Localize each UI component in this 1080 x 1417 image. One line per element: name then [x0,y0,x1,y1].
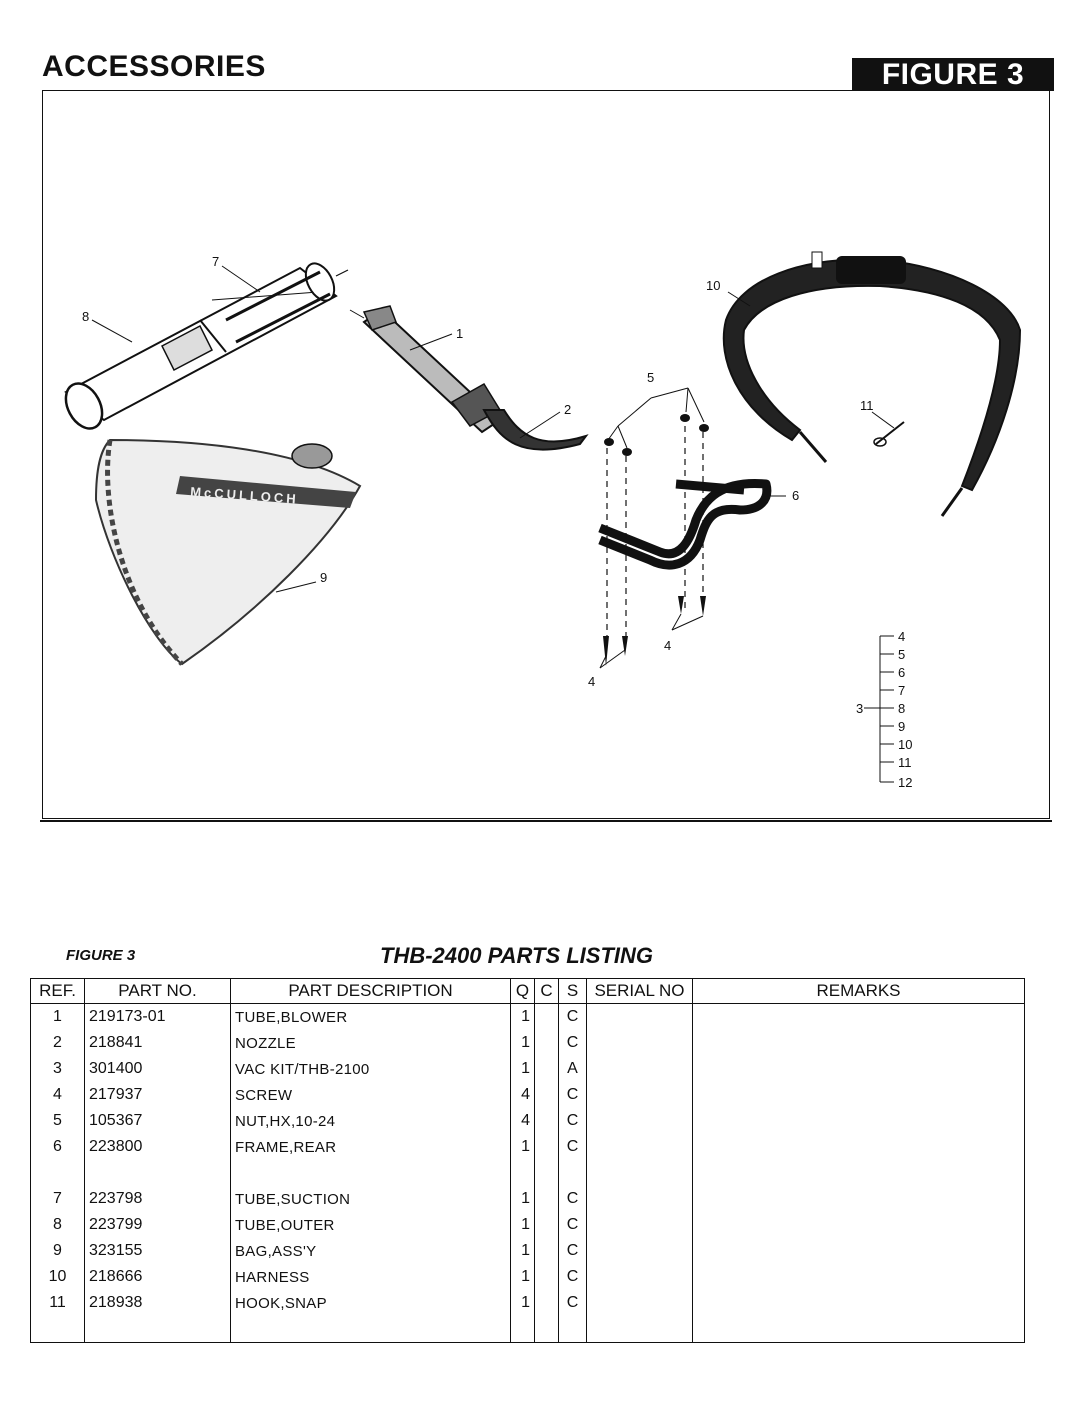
cell-description: TUBE,BLOWER [231,1004,511,1031]
callout-1: 1 [456,326,464,341]
vacuum-bag-drawing [96,440,360,664]
cell-part-no: 323155 [85,1238,231,1264]
table-row [31,1186,1025,1212]
table-row [31,1264,1025,1290]
cell-part-no: 223798 [85,1186,231,1212]
cell-q [511,1160,535,1186]
table-row [31,1290,1025,1316]
cell-s: C [559,1238,587,1264]
cell-ref: 7 [31,1186,85,1212]
cell-serial [587,1212,693,1238]
cell-q: 1 [511,1238,535,1264]
cell-part-no: 217937 [85,1082,231,1108]
table-row [31,1004,1025,1031]
vac-kit-child: 12 [898,775,913,790]
col-ref: REF. [31,979,85,1004]
callout-10: 10 [706,278,721,293]
cell-c [535,1238,559,1264]
cell-q: 1 [511,1212,535,1238]
cell-part-no [85,1316,231,1343]
cell-q: 4 [511,1082,535,1108]
cell-remarks [693,1186,1025,1212]
cell-serial [587,1056,693,1082]
cell-serial [587,1030,693,1056]
cell-serial [587,1134,693,1160]
callout-7: 7 [212,254,220,269]
col-part-no: PART NO. [85,979,231,1004]
cell-serial [587,1264,693,1290]
table-row [31,1108,1025,1134]
cell-c [535,1056,559,1082]
cell-ref: 4 [31,1082,85,1108]
cell-c [535,1004,559,1031]
cell-q: 1 [511,1134,535,1160]
cell-description: HOOK,SNAP [231,1290,511,1316]
cell-remarks [693,1238,1025,1264]
vac-kit-child: 7 [898,683,906,698]
cell-s: C [559,1212,587,1238]
cell-ref: 10 [31,1264,85,1290]
cell-c [535,1212,559,1238]
cell-s: C [559,1264,587,1290]
cell-q: 1 [511,1056,535,1082]
vac-kit-bracket [856,629,912,790]
cell-description: BAG,ASS'Y [231,1238,511,1264]
cell-part-no: 218841 [85,1030,231,1056]
cell-remarks [693,1212,1025,1238]
cell-q: 4 [511,1108,535,1134]
vac-kit-child: 6 [898,665,906,680]
cell-c [535,1030,559,1056]
blower-tube-drawing [350,306,586,450]
cell-s: C [559,1134,587,1160]
cell-ref: 2 [31,1030,85,1056]
cell-ref: 9 [31,1238,85,1264]
cell-s: C [559,1108,587,1134]
cell-serial [587,1186,693,1212]
cell-ref: 5 [31,1108,85,1134]
bag-brand-text: McCULLOCH [189,484,300,507]
cell-q: 1 [511,1004,535,1031]
cell-serial [587,1160,693,1186]
vac-kit-child: 9 [898,719,906,734]
cell-remarks [693,1160,1025,1186]
cell-s: C [559,1004,587,1031]
callout-8: 8 [82,309,90,324]
page-title: ACCESSORIES [42,50,266,83]
cell-s: C [559,1082,587,1108]
table-row [31,1030,1025,1056]
rear-frame-drawing [600,388,786,668]
cell-s: C [559,1030,587,1056]
col-s: S [559,979,587,1004]
callout-6: 6 [792,488,800,503]
vac-kit-child: 4 [898,629,906,644]
vac-kit-child: 11 [898,755,912,770]
cell-q: 1 [511,1030,535,1056]
cell-q: 1 [511,1290,535,1316]
table-row [31,1212,1025,1238]
cell-serial [587,1004,693,1031]
cell-remarks [693,1056,1025,1082]
callout-9: 9 [320,570,328,585]
table-row [31,1082,1025,1108]
cell-remarks [693,1134,1025,1160]
cell-part-no: 223800 [85,1134,231,1160]
cell-part-no: 219173-01 [85,1004,231,1031]
listing-figure-label: FIGURE 3 [66,947,136,964]
col-remarks: REMARKS [693,979,1025,1004]
cell-part-no: 105367 [85,1108,231,1134]
parts-table [30,978,1025,1343]
cell-c [535,1082,559,1108]
cell-c [535,1134,559,1160]
cell-c [535,1160,559,1186]
col-q: Q [511,979,535,1004]
listing-title: THB-2400 PARTS LISTING [380,943,654,968]
cell-description [231,1316,511,1343]
cell-description: NUT,HX,10-24 [231,1108,511,1134]
vac-kit-child: 5 [898,647,906,662]
cell-s [559,1160,587,1186]
callout-11: 11 [860,398,874,413]
cell-s: A [559,1056,587,1082]
cell-remarks [693,1290,1025,1316]
callout-2: 2 [564,402,572,417]
cell-ref: 3 [31,1056,85,1082]
cell-c [535,1186,559,1212]
cell-serial [587,1238,693,1264]
harness-drawing [724,252,1020,516]
cell-ref [31,1160,85,1186]
suction-tube-drawing [59,259,348,435]
cell-c [535,1290,559,1316]
cell-remarks [693,1030,1025,1056]
cell-serial [587,1316,693,1343]
cell-description: TUBE,SUCTION [231,1186,511,1212]
cell-s: C [559,1186,587,1212]
cell-q [511,1316,535,1343]
cell-description: TUBE,OUTER [231,1212,511,1238]
parts-table-body [31,1004,1025,1343]
cell-remarks [693,1082,1025,1108]
cell-remarks [693,1316,1025,1343]
callout-4-left: 4 [588,674,596,689]
cell-remarks [693,1004,1025,1031]
cell-part-no: 218666 [85,1264,231,1290]
table-row [31,1160,1025,1186]
vac-kit-child: 10 [898,737,913,752]
figure-badge: FIGURE 3 [852,58,1054,91]
cell-description: SCREW [231,1082,511,1108]
cell-s: C [559,1290,587,1316]
cell-s [559,1316,587,1343]
cell-part-no [85,1160,231,1186]
cell-ref: 1 [31,1004,85,1031]
vac-kit-child: 8 [898,701,906,716]
cell-serial [587,1082,693,1108]
cell-part-no: 301400 [85,1056,231,1082]
cell-ref: 11 [31,1290,85,1316]
col-serial: SERIAL NO [587,979,693,1004]
cell-description: NOZZLE [231,1030,511,1056]
cell-serial [587,1290,693,1316]
table-row [31,1316,1025,1343]
cell-part-no: 223799 [85,1212,231,1238]
col-c: C [535,979,559,1004]
col-description: PART DESCRIPTION [231,979,511,1004]
vac-kit-parent: 3 [856,701,864,716]
cell-description [231,1160,511,1186]
cell-q: 1 [511,1264,535,1290]
cell-c [535,1316,559,1343]
cell-remarks [693,1108,1025,1134]
table-row [31,1238,1025,1264]
cell-ref: 6 [31,1134,85,1160]
table-header-row [31,979,1025,1004]
cell-description: FRAME,REAR [231,1134,511,1160]
callout-4-right: 4 [664,638,672,653]
cell-part-no: 218938 [85,1290,231,1316]
cell-description: HARNESS [231,1264,511,1290]
callout-5: 5 [647,370,655,385]
cell-serial [587,1108,693,1134]
cell-ref: 8 [31,1212,85,1238]
cell-q: 1 [511,1186,535,1212]
table-row [31,1134,1025,1160]
table-row [31,1056,1025,1082]
cell-c [535,1108,559,1134]
cell-description: VAC KIT/THB-2100 [231,1056,511,1082]
cell-ref [31,1316,85,1343]
cell-c [535,1264,559,1290]
cell-remarks [693,1264,1025,1290]
